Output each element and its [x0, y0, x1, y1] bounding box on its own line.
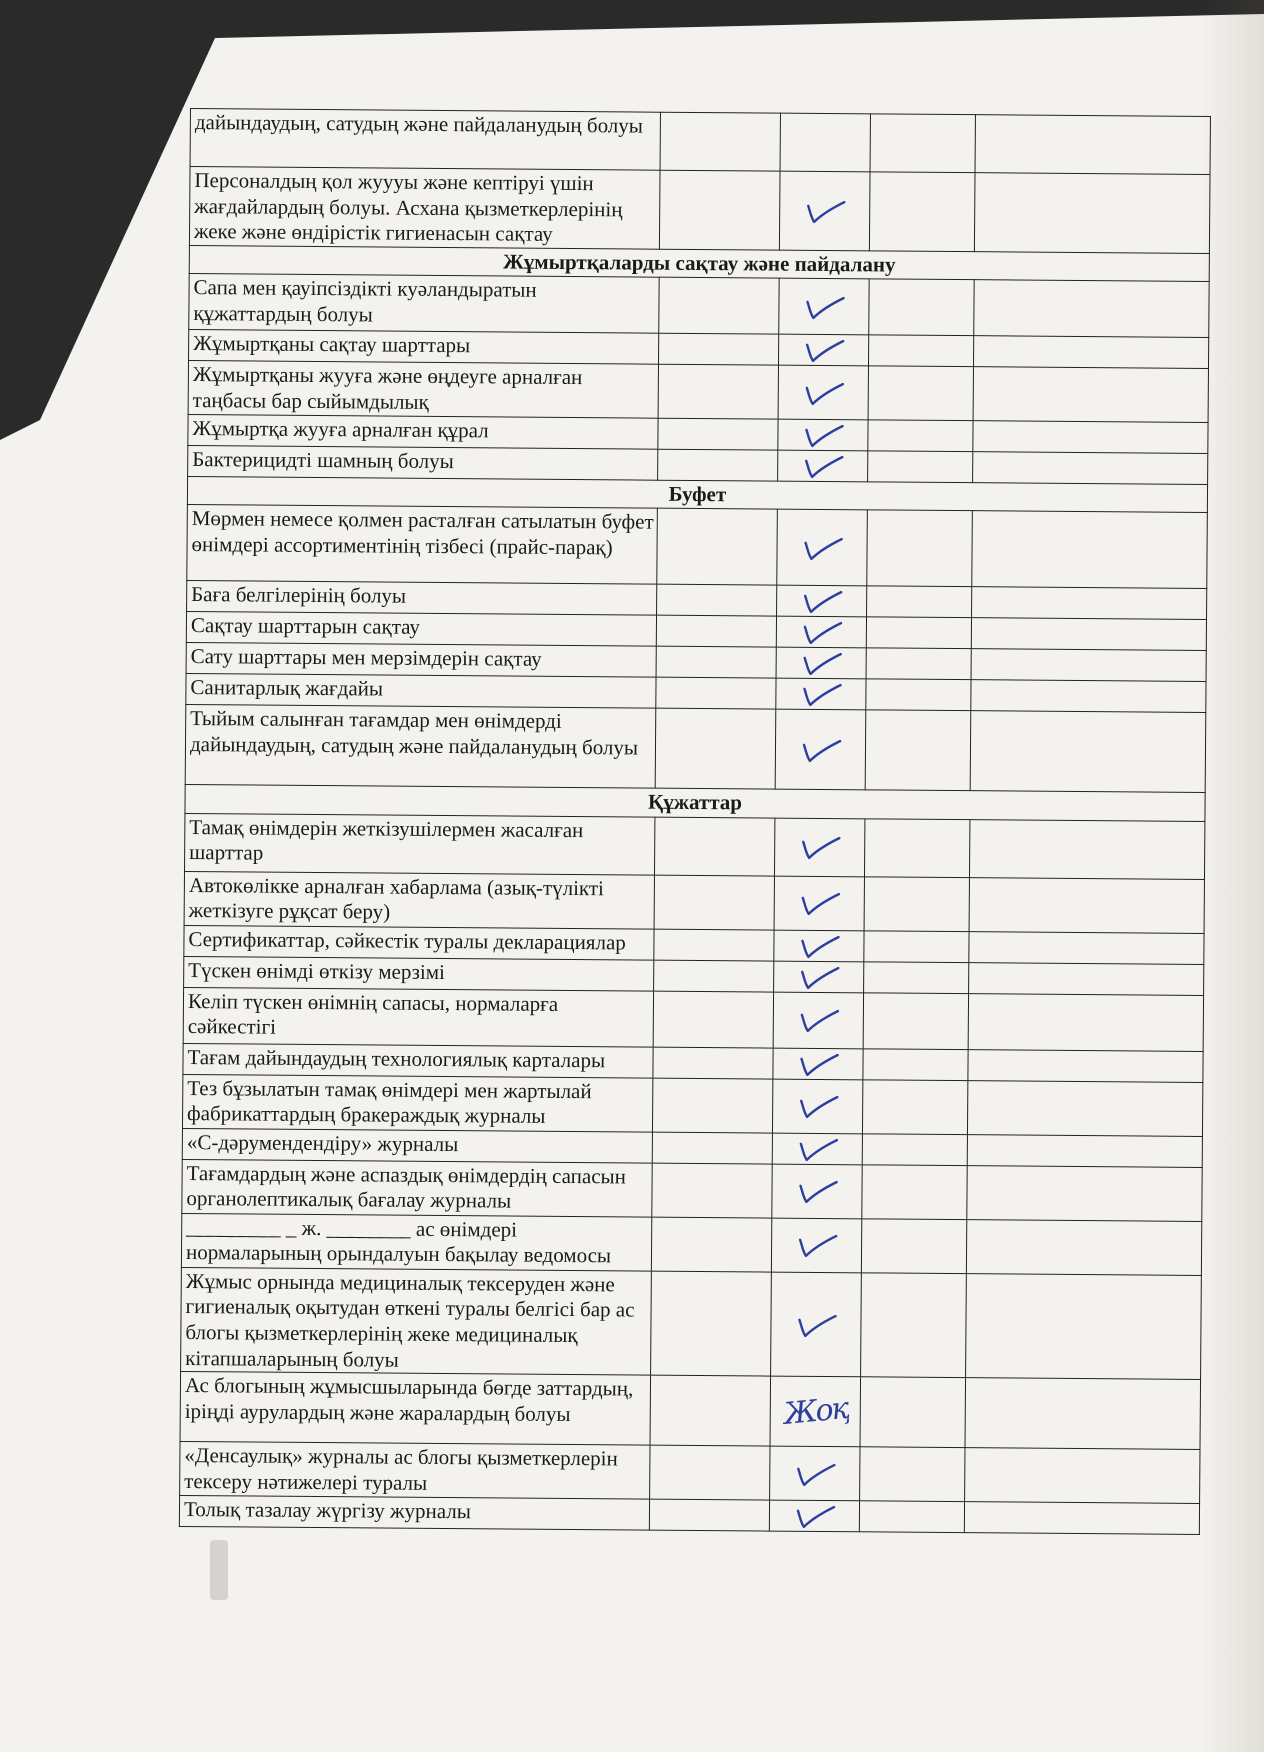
- criterion-text: Жұмыс орнында медициналық тексеруден және гигиеналық оқытудан өткені туралы белгісі бар ас блогы қызметкерлерінің жеке медициналық кітапшаларының болуы: [181, 1267, 652, 1375]
- column-3-cell: [867, 510, 973, 587]
- column-3-cell: [864, 931, 969, 963]
- column-3-cell: [870, 114, 975, 173]
- table-row: [188, 361, 1208, 422]
- mark-cell: [772, 1164, 862, 1219]
- column-3-cell: [862, 1165, 967, 1220]
- criterion-text: Тыйым салынған тағамдар мен өнімдерді дайындаудың, сатудың және пайдаланудың болуы: [185, 705, 656, 789]
- notes-cell: [969, 963, 1204, 996]
- criterion-text: Сату шарттары мен мерзімдерін сақтау: [186, 643, 656, 678]
- criterion-text: Тамақ өнімдерін жеткізушілермен жасалған шарттар: [185, 813, 655, 875]
- checkmark-icon: [797, 832, 843, 862]
- column-3-cell: [869, 279, 974, 336]
- column-1-cell: [658, 365, 778, 419]
- notes-cell: [966, 1274, 1202, 1380]
- column-1-cell: [654, 817, 774, 876]
- column-3-cell: [866, 679, 971, 711]
- column-1-cell: [656, 646, 776, 678]
- table-row: [179, 1496, 1199, 1535]
- checkmark-icon: [796, 962, 842, 992]
- notes-cell: [967, 1135, 1202, 1168]
- mark-cell: [772, 1133, 862, 1165]
- column-1-cell: [658, 418, 778, 450]
- criterion-text: дайындаудың, сатудың және пайдаланудың болуы: [190, 109, 660, 171]
- checkmark-icon: [797, 735, 843, 765]
- table-row: [181, 1267, 1202, 1379]
- column-1-cell: [656, 615, 776, 647]
- checkmark-icon: [799, 586, 845, 616]
- table-row: [185, 705, 1206, 793]
- column-3-cell: [860, 1447, 965, 1502]
- column-3-cell: [868, 335, 973, 367]
- notes-cell: [972, 511, 1208, 589]
- criterion-text: Сертификаттар, сәйкестік туралы декларациялар: [184, 925, 654, 960]
- checkmark-icon: [795, 1005, 841, 1035]
- column-1-cell: [651, 1217, 771, 1272]
- criterion-text: Тағамдардың және аспаздық өнімдердің сапасын органолептикалық бағалау журналы: [182, 1159, 652, 1217]
- notes-cell: [970, 711, 1206, 793]
- checkmark-icon: [794, 1176, 840, 1206]
- checkmark-icon: [798, 679, 844, 709]
- notes-cell: [967, 1166, 1202, 1222]
- handwritten-answer: Жоқ: [781, 1390, 849, 1432]
- mark-cell: [779, 279, 869, 336]
- criterion-text: Жұмыртқаны жууға және өңдеуге арналған таңбасы бар сыйымдылық: [188, 361, 658, 418]
- checklist-body: [179, 109, 1210, 1535]
- column-1-cell: [654, 929, 774, 961]
- mark-cell: [775, 709, 866, 790]
- notes-cell: [969, 932, 1204, 965]
- mark-cell: [776, 647, 866, 679]
- table-row: [183, 987, 1203, 1051]
- mark-cell: [774, 818, 864, 877]
- checkmark-icon: [801, 292, 847, 322]
- mark-cell: [778, 450, 868, 482]
- criterion-text: Ас блогының жұмысшыларында бөгде заттардың, іріңді аурулардың және жаралардың болуы: [180, 1372, 651, 1446]
- column-1-cell: [658, 449, 778, 481]
- column-3-cell: [859, 1501, 964, 1533]
- column-3-cell: [863, 1049, 968, 1081]
- column-3-cell: [866, 617, 971, 649]
- criterion-text: Жұмыртқа жууға арналған құрал: [188, 414, 658, 449]
- column-1-cell: [654, 875, 774, 930]
- checkmark-icon: [800, 335, 846, 365]
- column-1-cell: [657, 508, 778, 585]
- notes-cell: [973, 451, 1208, 484]
- checkmark-icon: [800, 377, 846, 407]
- criterion-text: Тағам дайындаудың технологиялық карталары: [183, 1043, 653, 1078]
- column-1-cell: [651, 1271, 772, 1376]
- notes-cell: [968, 1050, 1203, 1083]
- criterion-text: Автокөлікке арналған хабарлама (азық-түлікті жеткізуге рұқсат беру): [184, 871, 654, 929]
- column-3-cell: [864, 962, 969, 994]
- column-3-cell: [868, 366, 973, 420]
- table-row: [189, 167, 1210, 254]
- column-3-cell: [864, 819, 969, 878]
- mark-cell: [778, 335, 868, 367]
- checkmark-icon: [793, 1309, 839, 1339]
- column-1-cell: [658, 334, 778, 366]
- notes-cell: [965, 1448, 1200, 1504]
- column-1-cell: [654, 960, 774, 992]
- mark-cell: [771, 1218, 861, 1273]
- table-row: [180, 1442, 1200, 1504]
- criterion-text: Толық тазалау жүргізу журналы: [179, 1496, 649, 1531]
- notes-cell: [974, 173, 1210, 254]
- notes-cell: [972, 587, 1207, 620]
- notes-cell: [973, 367, 1208, 422]
- section-title: Жұмыртқаларды сақтау және пайдалану: [189, 245, 1209, 282]
- section-title: Буфет: [187, 476, 1207, 513]
- mark-cell: [769, 1500, 859, 1532]
- column-3-cell: [867, 586, 972, 618]
- checkmark-icon: [794, 1134, 840, 1164]
- table-row: [184, 871, 1204, 933]
- column-1-cell: [650, 1445, 770, 1500]
- column-3-cell: [862, 1080, 967, 1135]
- notes-cell: [967, 1081, 1202, 1137]
- mark-cell: [778, 366, 868, 420]
- mark-cell: [774, 930, 864, 962]
- table-row: [182, 1159, 1202, 1221]
- criterion-text: Бактерицидті шамның болуы: [188, 445, 658, 480]
- notes-cell: [973, 420, 1208, 453]
- mark-cell: [773, 992, 863, 1049]
- column-3-cell: [861, 1219, 966, 1274]
- notes-cell: [971, 618, 1206, 651]
- criterion-text: Сапа мен қауіпсіздікті куәландыратын құжаттардың болуы: [189, 274, 659, 334]
- column-1-cell: [656, 677, 776, 709]
- notes-cell: [971, 680, 1206, 713]
- mark-cell: [774, 961, 864, 993]
- column-3-cell: [868, 450, 973, 482]
- column-3-cell: [860, 1377, 966, 1448]
- checklist-sheet: [178, 108, 1210, 1636]
- mark-cell: [777, 509, 868, 586]
- criterion-text: Персоналдың қол жуууы және кептіруі үшін жағдайлардың болуы. Асхана қызметкерлерінің жеке және өндірістік гигиенасын сақтау: [189, 167, 660, 250]
- notes-cell: [965, 1378, 1201, 1450]
- criterion-text: Мөрмен немесе қолмен расталған сатылатын буфет өнімдері ассортиментінің тізбесі (прайс-парақ): [187, 505, 658, 585]
- column-3-cell: [866, 648, 971, 680]
- checkmark-icon: [798, 648, 844, 678]
- column-3-cell: [862, 1134, 967, 1166]
- mark-cell: [774, 876, 864, 931]
- column-1-cell: [652, 1132, 772, 1164]
- table-row: [190, 109, 1210, 175]
- checkmark-icon: [799, 533, 845, 563]
- criterion-text: Түскен өнімді өткізу мерзімі: [184, 956, 654, 991]
- checkmark-icon: [792, 1459, 838, 1489]
- column-1-cell: [659, 170, 780, 250]
- mark-cell: [776, 616, 866, 648]
- checkmark-icon: [796, 888, 842, 918]
- column-3-cell: [868, 419, 973, 451]
- column-3-cell: [865, 710, 971, 791]
- notes-cell: [966, 1220, 1201, 1276]
- table-row: [189, 274, 1209, 338]
- column-3-cell: [861, 1273, 967, 1378]
- criterion-text: Санитарлық жағдайы: [186, 674, 656, 709]
- checkmark-icon: [798, 617, 844, 647]
- column-3-cell: [863, 993, 968, 1050]
- checkmark-icon: [795, 1049, 841, 1079]
- column-3-cell: [864, 877, 969, 932]
- checklist-table: [179, 108, 1211, 1535]
- checkmark-icon: [796, 931, 842, 961]
- notes-cell: [969, 878, 1204, 934]
- column-1-cell: [657, 584, 777, 616]
- notes-cell: [964, 1502, 1199, 1535]
- column-3-cell: [869, 172, 975, 252]
- checkmark-icon: [791, 1501, 837, 1531]
- column-1-cell: [652, 1078, 772, 1133]
- column-1-cell: [653, 1047, 773, 1079]
- column-1-cell: [650, 1375, 771, 1446]
- criterion-text: Жұмыртқаны сақтау шарттары: [189, 330, 659, 365]
- column-1-cell: [655, 708, 776, 789]
- mark-cell: [773, 1048, 863, 1080]
- notes-cell: [969, 820, 1204, 880]
- column-1-cell: [652, 1163, 772, 1218]
- notes-cell: [971, 649, 1206, 682]
- notes-cell: [974, 280, 1209, 338]
- criterion-text: «Денсаулық» журналы ас блогы қызметкерлерін тексеру нәтижелері туралы: [180, 1442, 650, 1500]
- criterion-text: Сақтау шарттарын сақтау: [186, 612, 656, 647]
- checkmark-icon: [800, 450, 846, 480]
- checkmark-icon: [795, 1091, 841, 1121]
- mark-cell: [777, 585, 867, 617]
- column-1-cell: [659, 278, 779, 335]
- criterion-text: _________ _ ж. ________ ас өнімдері нормаларының орындалуын бақылау ведомосы: [181, 1213, 651, 1271]
- mark-cell: [779, 171, 870, 251]
- notes-cell: [968, 994, 1203, 1052]
- table-row: [185, 813, 1205, 879]
- criterion-text: Тез бұзылатын тамақ өнімдері мен жартылай фабрикаттардың бракераждық журналы: [182, 1074, 652, 1132]
- column-1-cell: [660, 112, 780, 171]
- notes-cell: [973, 336, 1208, 369]
- mark-cell: [772, 1079, 862, 1134]
- checkmark-icon: [793, 1230, 839, 1260]
- mark-cell: [770, 1376, 861, 1447]
- mark-cell: [778, 419, 868, 451]
- criterion-text: «С-дәрумендендіру» журналы: [182, 1128, 652, 1163]
- table-row: [181, 1213, 1201, 1275]
- section-title: Құжаттар: [185, 785, 1205, 822]
- table-row: [187, 505, 1208, 589]
- mark-cell: [780, 113, 870, 172]
- mark-cell: [776, 678, 866, 710]
- checkmark-icon: [800, 419, 846, 449]
- mark-cell: [771, 1272, 862, 1377]
- column-1-cell: [653, 991, 773, 1048]
- criterion-text: Баға белгілерінің болуы: [187, 581, 657, 616]
- column-1-cell: [649, 1499, 769, 1531]
- table-row: [182, 1074, 1202, 1136]
- criterion-text: Келіп түскен өнімнің сапасы, нормаларға сәйкестігі: [183, 987, 653, 1047]
- table-row: [180, 1372, 1201, 1450]
- notes-cell: [975, 115, 1210, 175]
- checkmark-icon: [802, 196, 848, 226]
- mark-cell: [770, 1446, 860, 1501]
